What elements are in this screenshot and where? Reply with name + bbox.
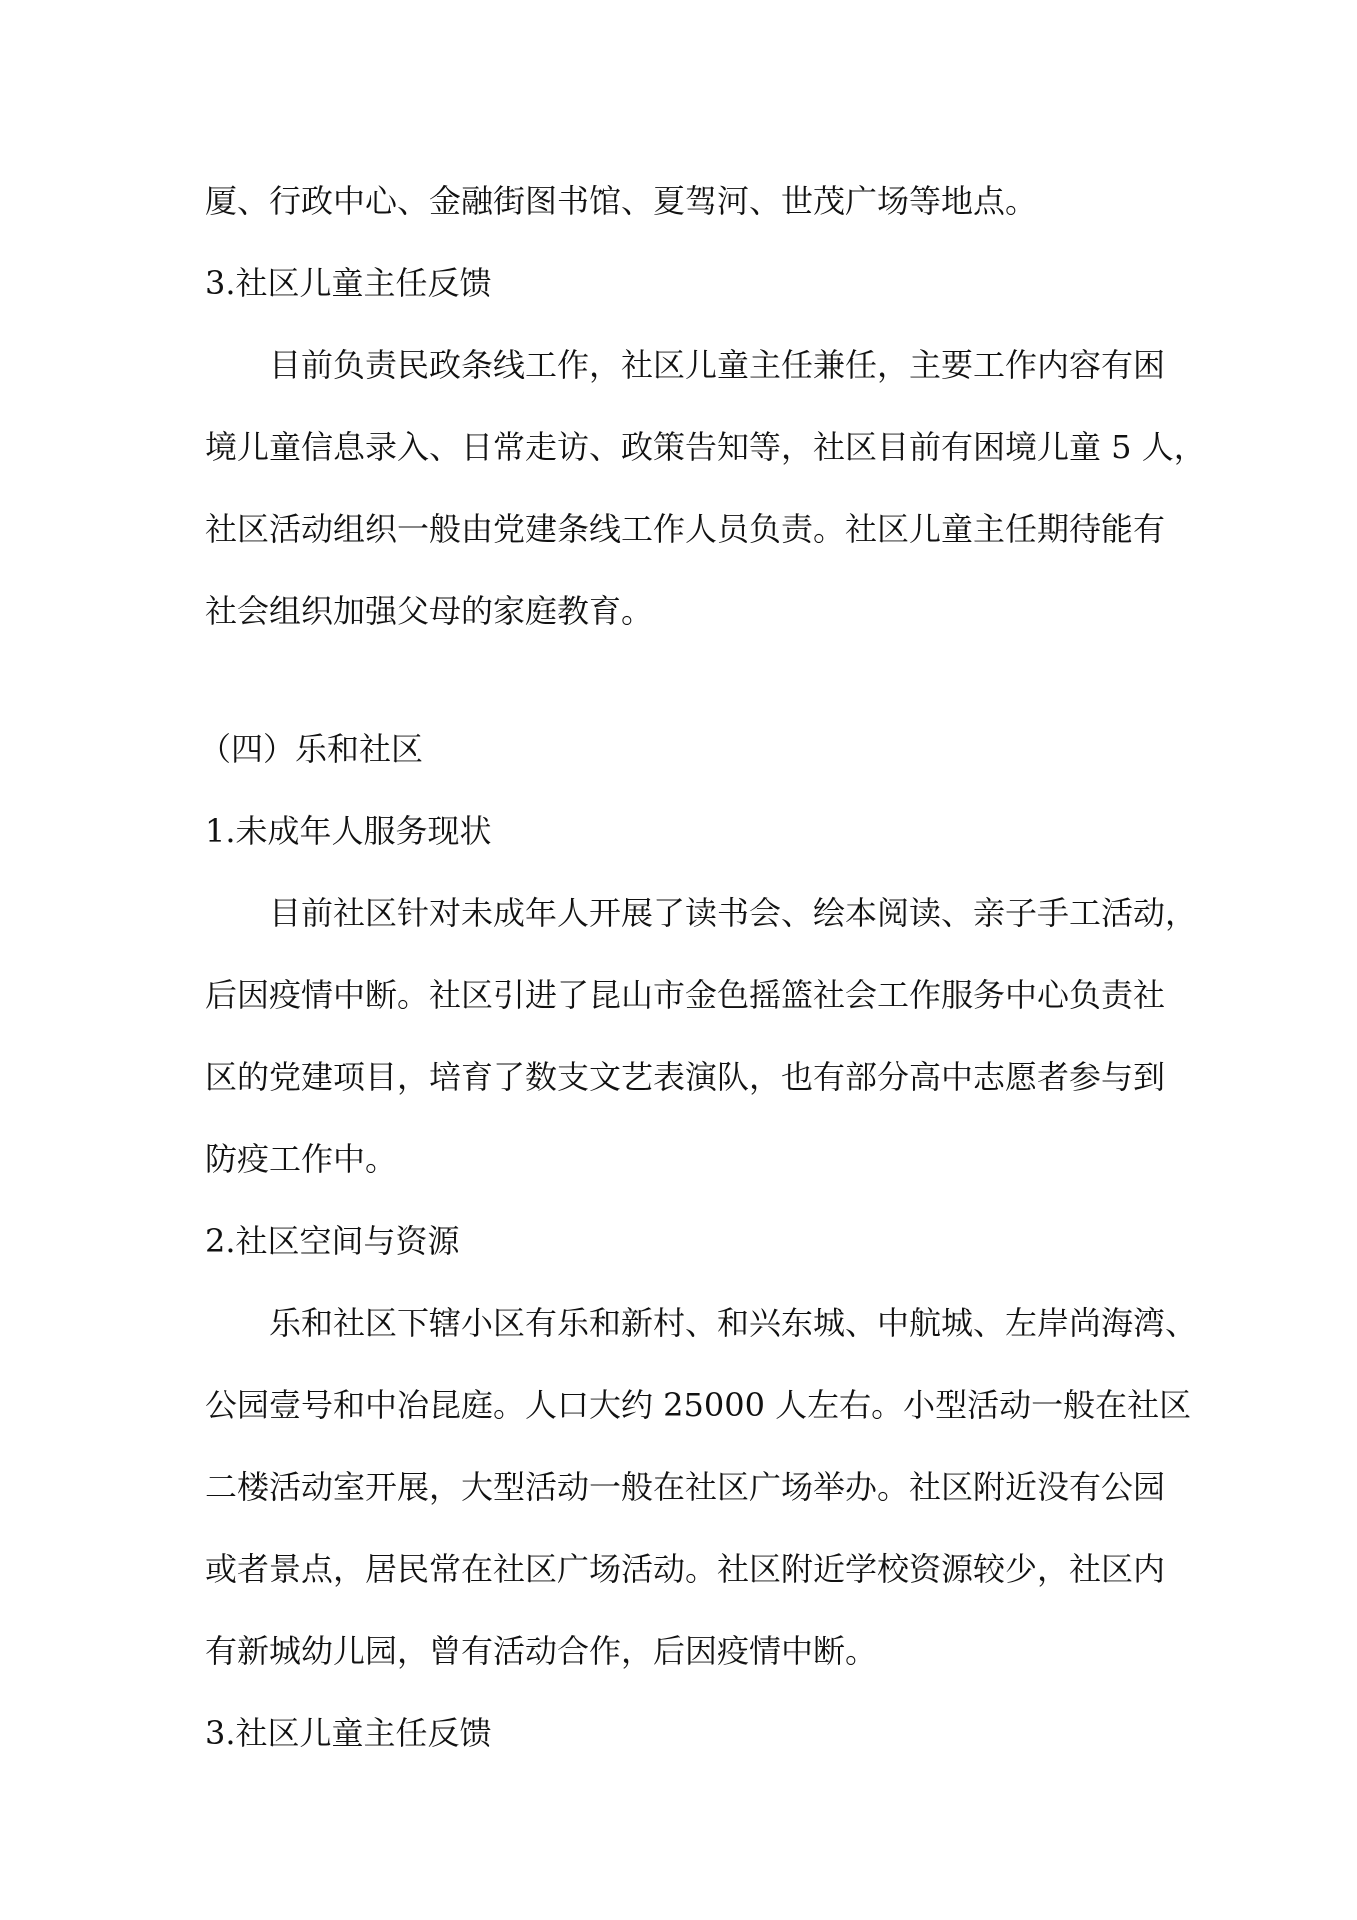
- paragraph-line: 社会组织加强父母的家庭教育。: [205, 592, 654, 630]
- paragraph-line: 乐和社区下辖小区有乐和新村、和兴东城、中航城、左岸尚海湾、: [269, 1304, 1198, 1342]
- paragraph-line: 目前社区针对未成年人开展了读书会、绘本阅读、亲子手工活动，: [269, 894, 1198, 932]
- subheading-children-director-feedback: 3.社区儿童主任反馈: [205, 264, 492, 302]
- subheading-minor-services-status: 1.未成年人服务现状: [205, 812, 492, 850]
- section-spacer: [205, 652, 1165, 708]
- paragraph-line: 后因疫情中断。社区引进了昆山市金色摇篮社会工作服务中心负责社: [205, 976, 1166, 1014]
- subheading-space-and-resources: 2.社区空间与资源: [205, 1222, 460, 1260]
- subheading-children-director-feedback: 3.社区儿童主任反馈: [205, 1714, 492, 1752]
- paragraph-line: 二楼活动室开展，大型活动一般在社区广场举办。社区附近没有公园: [205, 1468, 1166, 1506]
- paragraph-line: 公园壹号和中冶昆庭。人口大约 25000 人左右。小型活动一般在社区: [205, 1386, 1192, 1424]
- paragraph-line: 目前负责民政条线工作，社区儿童主任兼任，主要工作内容有困: [269, 346, 1166, 384]
- paragraph-line: 境儿童信息录入、日常走访、政策告知等，社区目前有困境儿童 5 人，: [205, 428, 1206, 466]
- paragraph-line: 社区活动组织一般由党建条线工作人员负责。社区儿童主任期待能有: [205, 510, 1166, 548]
- paragraph-line: 有新城幼儿园，曾有活动合作，后因疫情中断。: [205, 1632, 878, 1670]
- paragraph-line: 防疫工作中。: [205, 1140, 398, 1178]
- paragraph-line: 区的党建项目，培育了数支文艺表演队，也有部分高中志愿者参与到: [205, 1058, 1166, 1096]
- document-page: [199, 160, 1206, 1774]
- section-heading-lehe-community: （四）乐和社区: [199, 730, 424, 768]
- paragraph-line: 厦、行政中心、金融街图书馆、夏驾河、世茂广场等地点。: [205, 182, 1038, 220]
- paragraph-line: 或者景点，居民常在社区广场活动。社区附近学校资源较少，社区内: [205, 1550, 1166, 1588]
